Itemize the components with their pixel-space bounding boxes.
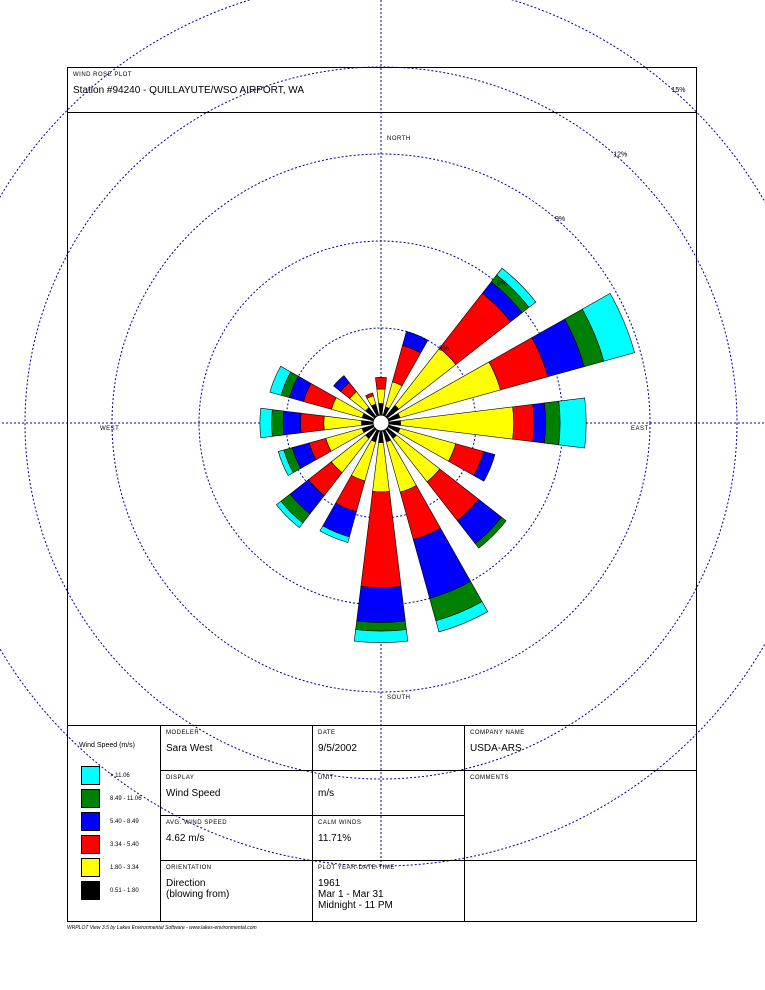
bar-w-bin1 [361,421,373,426]
display-heading: DISPLAY [166,775,195,781]
software-credit: WRPLOT View 3.5 by Lakes Environmental Software - www.lakes-environmental.com [67,925,257,931]
plot-header [68,68,696,113]
plot-time-value: 1961 Mar 1 - Mar 31 Midnight - 11 PM [318,878,393,911]
calm-winds-heading: CALM WINDS [318,820,362,826]
legend-swatch-4 [81,812,100,831]
legend-swatch-6 [81,766,100,785]
ring-label-12: 12% [613,151,628,159]
bar-w-bin5 [272,410,284,437]
plot-label: WIND ROSE PLOT [73,72,133,78]
company-value: USDA-ARS [470,743,522,754]
bar-w-bin4 [283,411,301,435]
legend-label-2: 1.80 - 3.34 [110,865,139,871]
legend-swatch-5 [81,789,100,808]
company-cell [464,726,696,771]
modeler-cell [160,726,312,771]
bar-n-bin1 [379,403,384,415]
bar-n-bin2 [377,389,385,404]
legend-swatch-2 [81,858,100,877]
legend-label-1: 0.51 - 1.80 [110,888,139,894]
bar-e-bin4 [533,403,546,443]
bar-w-bin2 [324,416,362,430]
calm-winds-cell [312,816,464,861]
unit-cell [312,771,464,816]
wind-rose-frame [67,67,697,922]
dir-south: SOUTH [387,695,411,701]
calm-winds-value: 11.71% [318,833,352,844]
legend-label-5: 8.49 - 11.06 [110,796,142,802]
legend-swatch-3 [81,835,100,854]
bar-e-bin5 [544,401,560,445]
date-cell [312,726,464,771]
bar-s-bin6 [354,630,408,643]
bar-e-bin1 [389,421,401,426]
display-value: Wind Speed [166,788,221,799]
bar-w-bin3 [301,413,325,433]
orientation-heading: ORIENTATION [166,865,212,871]
date-heading: DATE [318,730,336,736]
dir-east: EAST [631,426,649,432]
legend-label-6: > 11.06 [110,773,130,779]
ring-label-15: 15% [671,86,686,94]
orientation-cell [160,861,312,922]
unit-heading: UNIT [318,775,334,781]
bar-s-bin3 [361,491,401,587]
date-value: 9/5/2002 [318,743,357,754]
info-panel [68,725,696,922]
avg-speed-cell [160,816,312,861]
bar-s-bin5 [356,621,407,631]
legend-label-3: 3.34 - 5.40 [110,842,139,848]
ring-label-3: 3% [438,345,449,353]
plot-time-cell [312,861,464,922]
avg-speed-value: 4.62 m/s [166,833,205,844]
comments-heading: COMMENTS [470,775,509,781]
bar-w-bin6 [260,408,272,438]
legend-title: Wind Speed (m/s) [79,742,136,749]
station-title: Station #94240 - QUILLAYUTE/WSO AIRPORT, WA [73,85,305,96]
blank-cell [464,861,696,922]
ring-label-9: 9% [554,216,566,224]
bar-n-bin3 [375,377,386,389]
modeler-heading: MODELER [166,730,200,736]
legend-label-4: 5.40 - 8.49 [110,819,139,825]
dir-west: WEST [100,426,120,432]
bar-s-bin1 [379,431,384,443]
orientation-value: Direction (blowing from) [166,878,230,900]
dir-north: NORTH [387,136,411,142]
modeler-value: Sara West [166,743,213,754]
bar-s-bin2 [373,442,390,491]
avg-speed-heading: AVG. WIND SPEED [166,820,228,826]
bar-e-bin3 [513,404,534,441]
comments-cell [464,771,696,861]
unit-value: m/s [318,788,335,799]
display-cell [160,771,312,816]
ring-label-6: 6% [496,280,507,288]
company-heading: COMPANY NAME [470,730,525,736]
legend [68,726,160,922]
calm-center [373,415,389,431]
legend-swatch-1 [81,881,100,900]
bar-s-bin4 [357,586,406,622]
bar-e-bin6 [559,398,586,448]
plot-time-heading: PLOT YEAR-DATE-TIME [318,865,395,871]
